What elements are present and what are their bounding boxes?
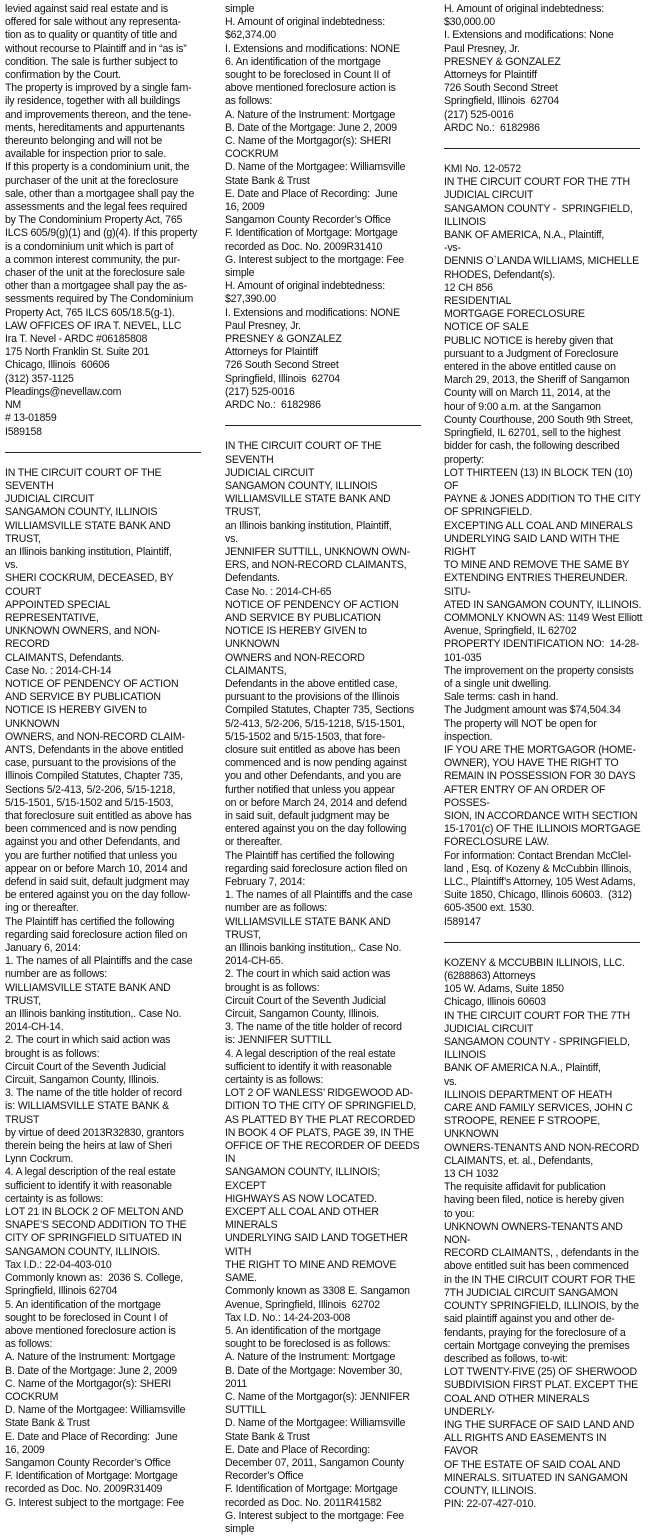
notice-divider bbox=[225, 425, 421, 426]
notice-divider bbox=[444, 148, 640, 149]
notice-continuation-nevel: levied against said real estate and is offered for sale without any representa- tion as to quality or quantity of title and without recourse to Plaintiff and in “as is” condition. The sale is further subject to confirmation by the Court. The property is improved by a single fam- ily residence, together with all buildings and improvements thereon, and the tene- ments, hereditaments and appurtenants thereunto belonging and will not be available for inspection prior to sale. If this property is a condominium unit, the purchaser of the unit at the foreclosure sale, other than a mortgagee shall pay the assessments and the legal fees required by The Condominium Property Act, 765 ILCS 605/9(g)(1) and (g)(4). If this property is a condominium unit which is part of a common interest community, the pur- chaser of the unit at the foreclosure sale other than a mortgagee shall pay the as- sessments required by The Condominium Property Act, 765 ILCS 605/18.5(g-1). LAW OFFICES OF IRA T. NEVEL, LLC Ira T. Nevel - ARDC #06185808 175 North Franklin St. Suite 201 Chicago, Illinois 60606 (312) 357-1125 Pleadings@nevellaw.com NM # 13-01859 I589158 bbox=[5, 3, 198, 438]
notice-divider bbox=[444, 942, 640, 943]
notice-williams: KMI No. 12-0572 IN THE CIRCUIT COURT FOR THE 7TH JUDICIAL CIRCUIT SANGAMON COUNTY - SPRINGFIELD, ILLINOIS BANK OF AMERICA, N.A., Plaintiff, -vs- DENNIS O`LANDA WILLIAMS, MICHELLE RHODES, Defendant(s). 12 CH 856 RESIDENTIAL MORTGAGE FORECLOSURE NOTICE OF SALE PUBLIC NOTICE is hereby given that pursuant to a Judgment of Foreclosure entered in the above entitled cause on March 29, 2013, the Sheriff of Sangamon County will on March 11, 2014, at the hour of 9:00 a.m. at the Sangamon County Courthouse, 200 South 9th Street, Springfield, IL 62701, sell to the highest bidder for cash, the following described property: LOT THIRTEEN (13) IN BLOCK TEN (10) OF PAYNE & JONES ADDITION TO THE CITY OF SPRINGFIELD. EXCEPTING ALL COAL AND MINERALS UNDERLYING SAID LAND WITH THE RIGHT TO MINE AND REMOVE THE SAME BY EXTENDING ENTRIES THEREUNDER. SITU- ATED IN SANGAMON COUNTY, ILLINOIS. COMMONLY KNOWN AS: 1149 West Elliott Avenue, Springfield, IL 62702 PROPERTY IDENTIFICATION NO: 14-28- 101-035 The improvement on the property consists of a single unit dwelling. Sale terms: cash in hand. The Judgment amount was $74,504.34 The property will NOT be open for inspection. IF YOU ARE THE MORTGAGOR (HOME- OWNER), YOU HAVE THE RIGHT TO REMAIN IN POSSESSION FOR 30 DAYS AFTER ENTRY OF AN ORDER OF POSSES- SION, IN ACCORDANCE WITH SECTION 15-1701(c) OF THE ILLINOIS MORTGAGE FORECLOSURE LAW. For information: Contact Brendan McClel- land , Esq. of Kozeny & McCubbin Illinois, LLC., Plaintiff’s Attorney, 105 West Adams, Suite 1850, Chicago, Illinois 60603. (312) 605-3500 ext. 1530. I589147 bbox=[444, 163, 643, 928]
notice-suttill-continuation: H. Amount of original indebtedness: $30,000.00 I. Extensions and modifications: None Paul Presney, Jr. PRESNEY & GONZALEZ Attorneys for Plaintiff 726 South Second Street Springfield, Illinois 62704 (217) 525-0016 ARDC No.: 6182986 bbox=[444, 3, 614, 134]
notice-cockrum-continuation: simple H. Amount of original indebtedness: $62,374.00 I. Extensions and modifications: NONE 6. An identification of the mortgage sought to be foreclosed in Count II of above mentioned foreclosure action is as follows: A. Nature of the Instrument: Mortgage B. Date of the Mortgage: June 2, 2009 C. Name of the Mortgagor(s): SHERI COCKRUM D. Name of the Mortgagee: Williamsville State Bank & Trust E. Date and Place of Recording: June 16, 2009 Sangamon County Recorder’s Office F. Identification of Mortgage: Mortgage recorded as Doc. No. 2009R31410 G. Interest subject to the mortgage: Fee simple H. Amount of original indebtedness: $27,390.00 I. Extensions and modifications: NONE Paul Presney, Jr. PRESNEY & GONZALEZ Attorneys for Plaintiff 726 South Second Street Springfield, Illinois 62704 (217) 525-0016 ARDC No.: 6182986 bbox=[225, 3, 406, 412]
column-2 bbox=[225, 3, 424, 1535]
column-3 bbox=[444, 3, 643, 1525]
notice-stroope: KOZENY & MCCUBBIN ILLINOIS, LLC. (6288863) Attorneys 105 W. Adams, Suite 1850 Chicago, Illinois 60603 IN THE CIRCUIT COURT FOR THE 7TH JUDICIAL CIRCUIT SANGAMON COUNTY - SPRINGFIELD, ILLINOIS BANK OF AMERICA N.A., Plaintiff, vs. ILLINOIS DEPARTMENT OF HEATH CARE AND FAMILY SERVICES, JOHN C STROOPE, RENEE F STROOPE, UNKNOWN OWNERS-TENANTS AND NON-RECORD CLAIMANTS, et. al., Defendants, 13 CH 1032 The requisite affidavit for publication having been filed, notice is hereby given to you: UNKNOWN OWNERS-TENANTS AND NON- RECORD CLAIMANTS, , defendants in the above entitled suit has been commenced in the IN THE CIRCUIT COURT FOR THE 7TH JUDICIAL CIRCUIT SANGAMON COUNTY SPRINGFIELD, ILLINOIS, by the said plaintiff against you and other de- fendants, praying for the foreclosure of a certain Mortgage conveying the premises described as follows, to-wit: LOT TWENTY-FIVE (25) OF SHERWOOD SUBDIVISION FIRST PLAT. EXCEPT THE COAL AND OTHER MINERALS UNDERLY- ING THE SURFACE OF SAID LAND AND ALL RIGHTS AND EASEMENTS IN FAVOR OF THE ESTATE OF SAID COAL AND MINERALS. SITUATED IN SANGAMON COUNTY, ILLINOIS. PIN: 22-07-427-010. bbox=[444, 956, 640, 1511]
notice-suttill: IN THE CIRCUIT COURT OF THE SEVENTH JUDICIAL CIRCUIT SANGAMON COUNTY, ILLINOIS WILLIAMSVILLE STATE BANK AND TRUST, an Illinois banking institution, Plaintiff, vs. JENNIFER SUTTILL, UNKNOWN OWN- ERS, and NON-RECORD CLAIMANTS, Defendants. Case No. : 2014-CH-65 NOTICE OF PENDENCY OF ACTION AND SERVICE BY PUBLICATION NOTICE IS HEREBY GIVEN to UNKNOWN OWNERS and NON-RECORD CLAIMANTS, Defendants in the above entitled case, pursuant to the provisions of the Illinois Compiled Statutes, Chapter 735, Sections 5/2-413, 5/2-206, 5/15-1218, 5/15-1501, 5/15-1502 and 5/15-1503, that fore- closure suit entitled as above has been commenced and is now pending against you and other Defendants, and you are further notified that unless you appear on or before March 24, 2014 and defend in said suit, default judgment may be entered against you on the day following or thereafter. The Plaintiff has certified the following regarding said foreclosure action filed on February 7, 2014: 1. The names of all Plaintiffs and the case number are as follows: WILLIAMSVILLE STATE BANK AND TRUST, an Illinois banking institution,. Case No. 2014-CH-65. 2. The court in which said action was brought is as follows: Circuit Court of the Seventh Judicial Circuit, Sangamon County, Illinois. 3. The name of the title holder of record is: JENNIFER SUTTILL 4. A legal description of the real estate sufficient to identify it with reasonable certainty is as follows: LOT 2 OF WANLESS’ RIDGEWOOD AD- DITION TO THE CITY OF SPRINGFIELD, AS PLATTED BY THE PLAT RECORDED IN BOOK 4 OF PLATS, PAGE 39, IN THE OFFICE OF THE RECORDER OF DEEDS IN SANGAMON COUNTY, ILLINOIS; EXCEPT HIGHWAYS AS NOW LOCATED. EXCEPT ALL COAL AND OTHER MINERALS UNDERLYING SAID LAND TOGETHER WITH THE RIGHT TO MINE AND REMOVE SAME. Commonly known as 3308 E. Sangamon Avenue, Springfield, Illinois 62702 Tax I.D. No.: 14-24-203-008 5. An identification of the mortgage sought to be foreclosed is as follows: A. Nature of the Instrument: Mortgage B. Date of the Mortgage: November 30, 2011 C. Name of the Mortgagor(s): JENNIFER SUTTILL D. Name of the Mortgagee: Williamsville State Bank & Trust E. Date and Place of Recording: December 07, 2011, Sangamon County Recorder’s Office F. Identification of Mortgage: Mortgage recorded as Doc. No. 2011R41582 G. Interest subject to the mortgage: Fee simple bbox=[225, 440, 420, 1535]
notice-cockrum: IN THE CIRCUIT COURT OF THE SEVENTH JUDICIAL CIRCUIT SANGAMON COUNTY, ILLINOIS WILLIAMSVILLE STATE BANK AND TRUST, an Illinois banking institution, Plaintiff, vs. SHERI COCKRUM, DECEASED, BY COURT APPOINTED SPECIAL REPRESENTATIVE, UNKNOWN OWNERS, and NON-RECORD CLAIMANTS, Defendants. Case No. : 2014-CH-14 NOTICE OF PENDENCY OF ACTION AND SERVICE BY PUBLICATION NOTICE IS HEREBY GIVEN to UNKNOWN OWNERS, and NON-RECORD CLAIM- ANTS, Defendants in the above entitled case, pursuant to the provisions of the Illinois Compiled Statutes, Chapter 735, Sections 5/2-413, 5/2-206, 5/15-1218, 5/15-1501, 5/15-1502 and 5/15-1503, that foreclosure suit entitled as above has been commenced and is now pending against you and other Defendants, and you are further notified that unless you appear on or before March 10, 2014 and defend in said suit, default judgment may be entered against you on the day follow- ing or thereafter. The Plaintiff has certified the following regarding said foreclosure action filed on January 6, 2014: 1. The names of all Plaintiffs and the case number are as follows: WILLIAMSVILLE STATE BANK AND TRUST, an Illinois banking institution,. Case No. 2014-CH-14. 2. The court in which said action was brought is as follows: Circuit Court of the Seventh Judicial Circuit, Sangamon County, Illinois. 3. The name of the title holder of record is: WILLIAMSVILLE STATE BANK & TRUST by virtue of deed 2013R32830, grantors therein being the heirs at law of Sheri Lynn Cockrum. 4. A legal description of the real estate sufficient to identify it with reasonable certainty is as follows: LOT 21 IN BLOCK 2 OF MELTON AND SNAPE’S SECOND ADDITION TO THE CITY OF SPRINGFIELD SITUATED IN SANGAMON COUNTY, ILLINOIS. Tax I.D.: 22-04-403-010 Commonly known as: 2036 S. College, Springfield, Illinois 62704 5. An identification of the mortgage sought to be foreclosed in Count I of above mentioned foreclosure action is as follows: A. Nature of the Instrument: Mortgage B. Date of the Mortgage: June 2, 2009 C. Name of the Mortgagor(s): SHERI COCKRUM D. Name of the Mortgagee: Williamsville State Bank & Trust E. Date and Place of Recording: June 16, 2009 Sangamon County Recorder’s Office F. Identification of Mortgage: Mortgage recorded as Doc. No. 2009R31409 G. Interest subject to the mortgage: Fee bbox=[5, 466, 193, 1509]
column-1 bbox=[5, 3, 204, 1525]
notice-divider bbox=[5, 452, 201, 453]
